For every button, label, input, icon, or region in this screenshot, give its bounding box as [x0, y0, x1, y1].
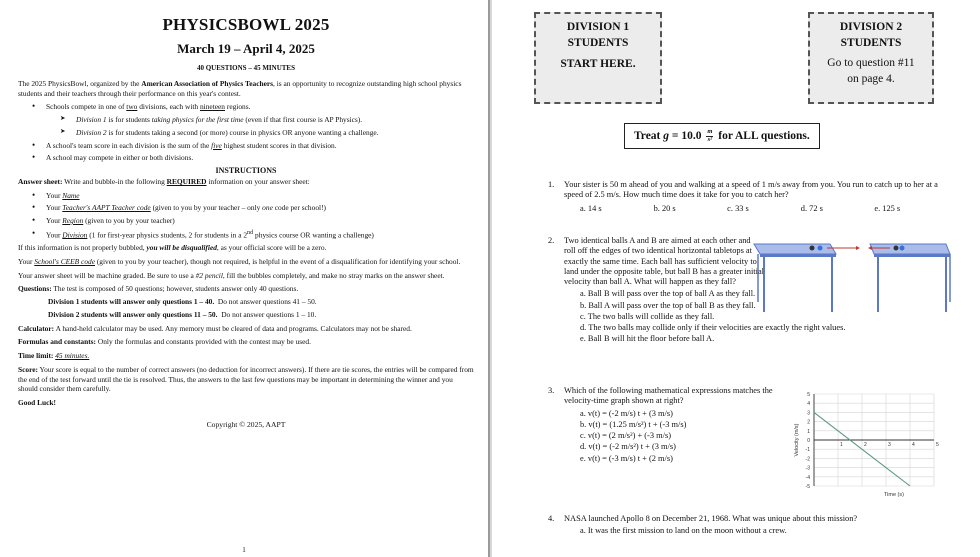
- option-e: e. 125 s: [874, 203, 901, 213]
- go-to-page: on page 4.: [847, 72, 895, 85]
- list-item: • A school may compete in either or both divisions.: [32, 153, 474, 163]
- division-2-students: STUDENTS: [840, 36, 902, 49]
- time-limit: Time limit: 45 minutes.: [18, 351, 90, 361]
- question-4: [548, 514, 968, 538]
- division-1-rule: Division 1 students will answer only questions 1 – 40. Do not answer questions 41 – 50.: [48, 297, 317, 307]
- option-b: b. v(t) = (1.25 m/s²) t + (-3 m/s): [579, 419, 687, 429]
- answer-options: [580, 409, 788, 464]
- option-d: d. The two balls may collide only if their velocities are exactly the right values.: [579, 323, 846, 332]
- ball-a-shade: [817, 246, 822, 251]
- list-item: • Your Teacher's AAPT Teacher code (given to you by your teacher – only one code per school!): [32, 203, 474, 213]
- division-2-rule: Division 2 students will answer only questions 11 – 50. Do not answer questions 1 – 10.: [48, 309, 317, 319]
- page-number: 1: [242, 545, 246, 554]
- option-c: c. 33 s: [727, 203, 749, 213]
- question-text: NASA launched Apollo 8 on December 21, 1968. What was unique about this mission?: [563, 514, 858, 523]
- list-item: • Schools compete in one of two divisions, each with nineteen regions. ➤ Division 1 is for students taking physics for the first time (even if that first course is AP Physics). ➤ Division 2 is for students taking a second (or more) course in physics OR anyone wanting a challenge.: [32, 102, 474, 137]
- option-c: c. v(t) = (2 m/s²) + (-3 m/s): [579, 431, 672, 440]
- page-divider: [488, 0, 490, 557]
- intro-paragraph: The 2025 PhysicsBowl, organized by the American Association of Physics Teachers, is an opportunity to recognize outstanding high school physics students and their teachers through their performance on this year's contest.: [18, 78, 462, 98]
- option-b: b. 20 s: [653, 203, 676, 213]
- question-number: 1.: [547, 180, 555, 189]
- tables-diagram: [752, 236, 952, 316]
- question-number: 2.: [547, 236, 555, 245]
- page-2: [492, 0, 980, 557]
- question-text: Your sister is 50 m ahead of you and walking at a speed of 1 m/s away from you. You run to catch up to her at a speed of 2.5 m/s. How much time does it take for you to catch her?: [563, 180, 938, 200]
- option-c: c. The two balls will collide as they fall.: [579, 311, 715, 321]
- division-2-box: [808, 12, 934, 104]
- option-e: e. Ball B will hit the floor before ball A.: [579, 334, 715, 344]
- y-tick-label: 0: [807, 438, 810, 444]
- list-item: • Your Division (1 for first-year physics students, 2 for students in a 2nd physics course OR wanting a challenge): [32, 229, 474, 240]
- y-tick-label: -5: [805, 484, 810, 490]
- answer-sheet-paragraph: Answer sheet: Write and bubble-in the following REQUIRED information on your answer sheet:: [18, 176, 310, 186]
- y-tick-label: 1: [807, 428, 810, 435]
- answer-options: [580, 204, 948, 214]
- questions-paragraph: Questions: The test is composed of 50 questions; however, students answer only 40 questions.: [18, 284, 299, 294]
- question-number: 3.: [547, 386, 555, 395]
- x-tick-label: 2: [863, 442, 867, 448]
- ball-b: [893, 246, 898, 251]
- calculator-paragraph: Calculator: A hand-held calculator may be used. Any memory must be cleared of data and programs. Calculators may not be shared.: [18, 323, 412, 333]
- y-tick-label: -3: [805, 465, 810, 472]
- x-axis-label: Time (s): [884, 492, 904, 498]
- option-a: a. It was the first mission to land on the moon without a crew.: [579, 526, 787, 536]
- y-axis-label: Velocity (m/s): [793, 423, 800, 457]
- instructions-heading: INSTRUCTIONS: [215, 166, 277, 176]
- y-tick-label: -4: [805, 474, 810, 481]
- question-3: [548, 386, 788, 465]
- page-title: PHYSICSBOWL 2025: [162, 15, 330, 34]
- division-1-box: [534, 12, 662, 104]
- question-1: [548, 180, 948, 214]
- start-here: START HERE.: [560, 58, 636, 71]
- division-1-students: STUDENTS: [567, 36, 629, 49]
- right-table: [870, 244, 950, 312]
- arrow-b-head: [868, 246, 872, 250]
- list-item: • Your Region (given to you by your teacher): [32, 216, 474, 226]
- y-tick-label: 2: [807, 419, 810, 426]
- option-a: a. v(t) = (-2 m/s) t + (3 m/s): [579, 408, 673, 418]
- list-item: ➤ Division 1 is for students taking physics for the first time (even if that first course is AP Physics).: [60, 115, 474, 125]
- option-a: a. Ball B will pass over the top of ball A as they fall.: [579, 289, 756, 299]
- formulas-paragraph: Formulas and constants: Only the formulas and constants provided with the contest may be used.: [18, 337, 311, 347]
- y-tick-label: 4: [807, 401, 810, 408]
- contest-dates: March 19 – April 4, 2025: [177, 41, 315, 57]
- y-tick-label: 5: [807, 392, 810, 398]
- y-tick-label: 3: [807, 410, 810, 417]
- ball-a: [809, 246, 814, 251]
- left-table: [754, 244, 836, 312]
- question-text: Which of the following mathematical expressions matches the velocity-time graph shown at right?: [563, 386, 773, 406]
- division-2-label: DIVISION 2: [839, 21, 903, 33]
- velocity-time-chart: [792, 388, 942, 500]
- x-tick-label: 5: [935, 442, 939, 448]
- score-paragraph: Score: Your score is equal to the number of correct answers (no deduction for incorrect answers). If there are tie scores, the entries will be compared from the end of the test forward until the tie is resolved. Thus, the answers to the last few questions may be important in determining the winner and you should consider them carefully.: [18, 364, 474, 394]
- option-d: d. v(t) = (-2 m/s²) t + (3 m/s): [579, 442, 676, 452]
- copyright: Copyright © 2025, AAPT: [206, 419, 286, 429]
- x-tick-label: 4: [911, 442, 915, 448]
- machine-graded-paragraph: Your answer sheet will be machine graded. Be sure to use a #2 pencil, fill the bubbles completely, and make no stray marks on the answer sheet.: [18, 270, 445, 280]
- x-tick-label: 3: [887, 442, 891, 448]
- y-tick-label: -1: [805, 447, 810, 454]
- question-text: Two identical balls A and B are aimed at each other and roll off the edges of two identical horizontal tabletops at exactly the same time. Each ball has sufficient velocity to land under the opposite table, but ball B has a greater initial velocity than ball A. What will happen as they fall?: [563, 236, 764, 286]
- page-1: [0, 0, 488, 557]
- answer-options: [580, 526, 968, 536]
- good-luck: Good Luck!: [18, 398, 56, 408]
- gravity-box: Treat g = 10.0 $\frac{m}{\text{s²}}$ for ALL questions.: [624, 123, 820, 149]
- list-item: • Your Name: [32, 191, 474, 201]
- option-e: e. v(t) = (-3 m/s) t + (2 m/s): [579, 453, 673, 463]
- list-item: • A school's team score in each division is the sum of the five highest student scores in that division.: [32, 141, 474, 151]
- list-item: ➤ Division 2 is for students taking a second (or more) course in physics OR anyone wanting a challenge.: [60, 128, 474, 138]
- contest-length: 40 QUESTIONS – 45 MINUTES: [196, 63, 295, 72]
- disqualify-note: If this information is not properly bubbled, you will be disqualified, as your official score will be a zero.: [18, 243, 327, 253]
- option-b: b. Ball A will pass over the top of ball B as they fall.: [579, 300, 756, 310]
- x-tick-label: 1: [839, 442, 843, 448]
- required-info-list: [32, 191, 474, 241]
- option-a: a. 14 s: [579, 203, 602, 213]
- ceeb-paragraph: Your School's CEEB code (given to you by your teacher), though not required, is helpful in the event of a disqualification for identifying your school.: [18, 256, 461, 266]
- option-d: d. 72 s: [800, 203, 823, 213]
- division-1-label: DIVISION 1: [566, 21, 630, 33]
- arrow-a-head: [856, 246, 860, 250]
- info-list: [32, 102, 474, 163]
- go-to-question: Go to question #11: [827, 57, 915, 70]
- question-number: 4.: [547, 514, 555, 523]
- y-tick-label: -2: [805, 456, 810, 463]
- ball-b-shade: [899, 246, 904, 251]
- division-list: [60, 115, 474, 138]
